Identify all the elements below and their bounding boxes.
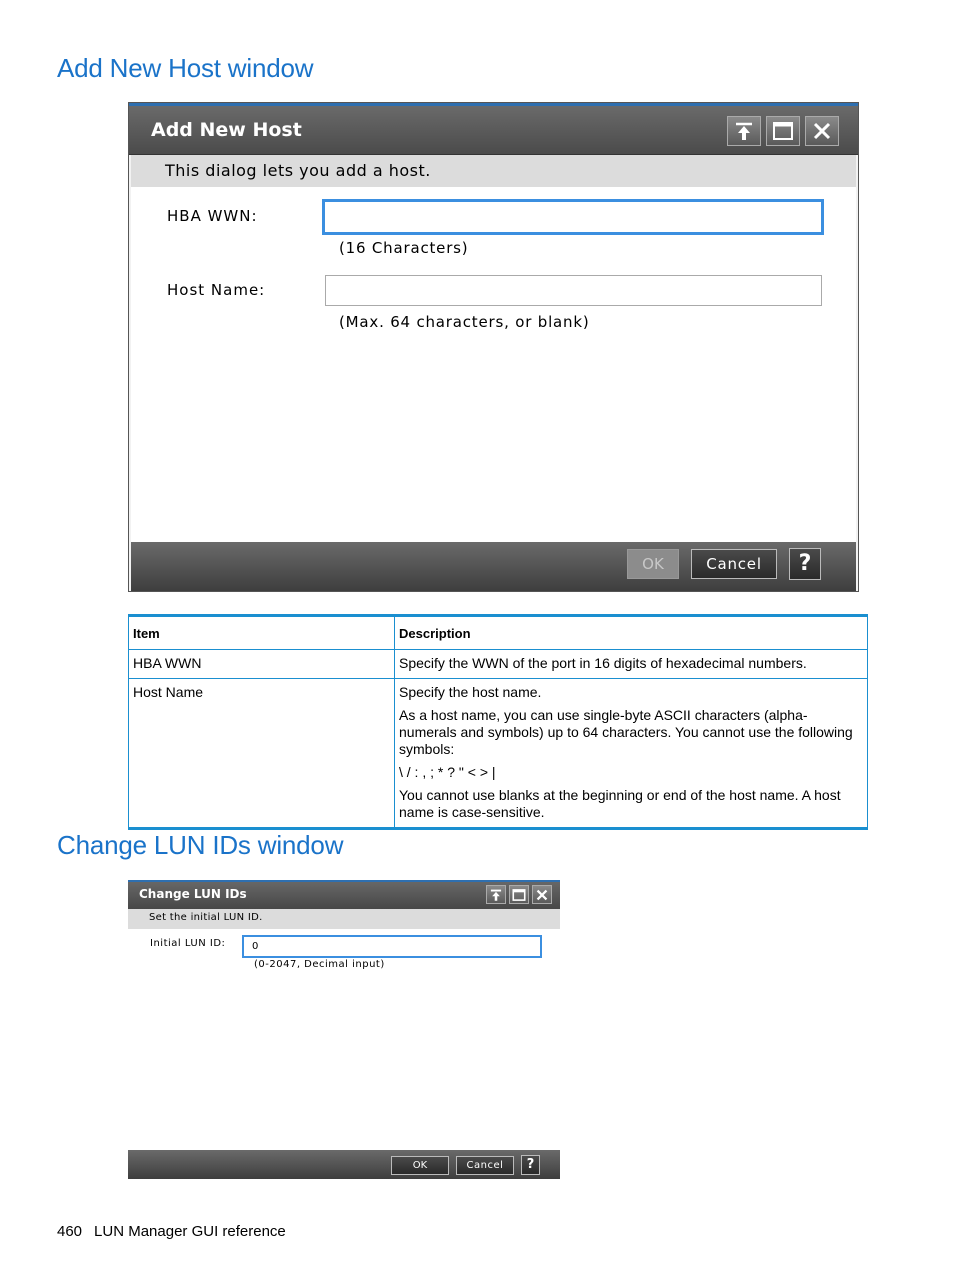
table-cell-description: [395, 650, 868, 679]
help-button[interactable]: ?: [521, 1155, 540, 1175]
dialog-title: Add New Host: [151, 119, 302, 141]
table-header-item: Item: [129, 616, 395, 650]
dialog-footer: [128, 1150, 560, 1179]
cancel-button[interactable]: Cancel: [691, 549, 777, 579]
table-header-description: Description: [395, 616, 868, 650]
maximize-icon[interactable]: [509, 885, 529, 904]
table-cell-item: HBA WWN: [129, 650, 395, 679]
table-row: [129, 650, 868, 679]
host-name-hint: (Max. 64 characters, or blank): [339, 313, 590, 331]
table-row: [129, 679, 868, 829]
dialog-footer: [131, 542, 856, 591]
close-icon[interactable]: [532, 885, 552, 904]
hba-wwn-input[interactable]: [322, 199, 824, 235]
description-symbols: \ / : , ; * ? " < > |: [399, 764, 496, 780]
dialog-titlebar: [128, 880, 560, 909]
maximize-icon[interactable]: [766, 116, 800, 146]
dialog-description: Set the initial LUN ID.: [149, 912, 263, 923]
table-cell-item: Host Name: [129, 679, 395, 829]
dialog-titlebar: [129, 103, 858, 155]
dialog-description-bar: [131, 155, 856, 187]
dialog-description: This dialog lets you add a host.: [165, 161, 431, 180]
item-description-table: [128, 614, 868, 830]
help-button[interactable]: ?: [789, 548, 821, 580]
initial-lun-id-input[interactable]: 0: [242, 935, 542, 958]
pin-icon[interactable]: [486, 885, 506, 904]
description-text: Specify the WWN of the port in 16 digits of hexadecimal numbers.: [399, 655, 807, 671]
section-title-add-new-host: Add New Host window: [57, 53, 314, 83]
hba-wwn-label: HBA WWN:: [167, 207, 258, 225]
section-title-change-lun-ids: Change LUN IDs window: [57, 830, 344, 860]
description-text: Specify the host name.: [399, 684, 542, 700]
description-text: As a host name, you can use single-byte ASCII characters (alpha-numerals and symbols) up to 64 characters. You cannot use the following symbols:: [399, 707, 853, 757]
dialog-title: Change LUN IDs: [139, 887, 247, 901]
dialog-body: [131, 187, 856, 542]
close-icon[interactable]: [805, 116, 839, 146]
initial-lun-id-hint: (0-2047, Decimal input): [254, 959, 385, 970]
add-new-host-dialog: [128, 102, 859, 592]
host-name-input[interactable]: [325, 275, 822, 306]
footer-title: LUN Manager GUI reference: [94, 1223, 286, 1240]
change-lun-ids-dialog: [128, 880, 560, 1179]
host-name-label: Host Name:: [167, 281, 266, 299]
hba-wwn-hint: (16 Characters): [339, 239, 469, 257]
table-cell-description: [395, 679, 868, 829]
cancel-button[interactable]: Cancel: [456, 1156, 514, 1175]
page-footer: [57, 1223, 286, 1240]
pin-icon[interactable]: [727, 116, 761, 146]
table-header-row: [129, 616, 868, 650]
page-number: 460: [57, 1223, 83, 1240]
dialog-description-bar: [128, 909, 560, 929]
ok-button[interactable]: OK: [391, 1156, 449, 1175]
ok-button[interactable]: OK: [627, 549, 679, 579]
description-text: You cannot use blanks at the beginning or end of the host name. A host name is case-sensitive.: [399, 787, 841, 820]
initial-lun-id-label: Initial LUN ID:: [150, 938, 226, 949]
